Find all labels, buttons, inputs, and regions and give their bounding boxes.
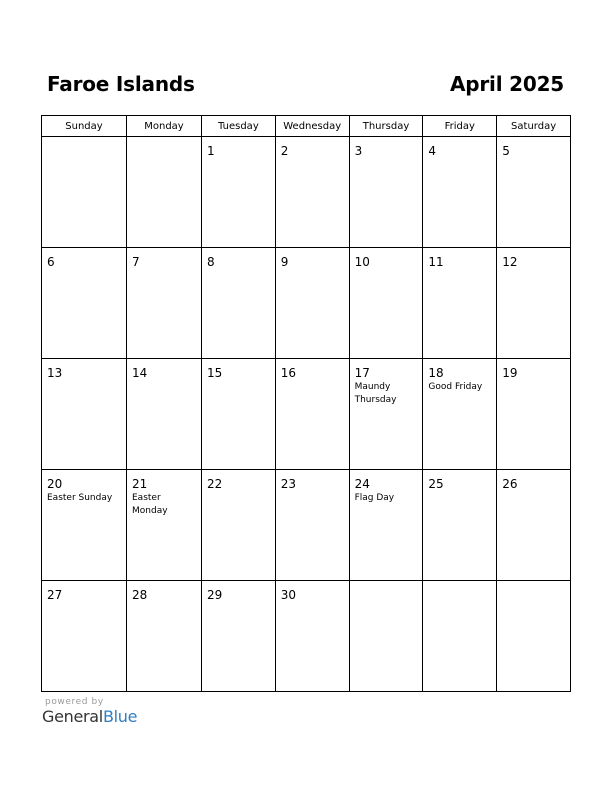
day-number: 9: [280, 255, 289, 269]
day-cell: [202, 137, 276, 248]
day-cell: [349, 470, 423, 581]
day-cell: [423, 137, 497, 248]
day-number: 13: [47, 366, 63, 380]
weekday-thursday: Thursday: [349, 116, 423, 137]
empty-day-cell: [423, 581, 497, 692]
day-number: 27: [47, 588, 63, 602]
day-cell: [202, 470, 276, 581]
day-number: 2: [280, 144, 289, 158]
day-number: 18: [428, 366, 444, 380]
weekday-wednesday: Wednesday: [275, 116, 349, 137]
day-number: 14: [132, 366, 148, 380]
week-row: [42, 359, 571, 470]
day-cell: [42, 359, 127, 470]
day-number: 17: [354, 366, 370, 380]
day-number: 11: [428, 255, 444, 269]
day-number: 29: [207, 588, 223, 602]
day-cell: [423, 359, 497, 470]
footer-branding: [42, 697, 137, 726]
day-cell: [127, 581, 202, 692]
day-cell: [202, 359, 276, 470]
day-number: 26: [502, 477, 518, 491]
day-cell: [42, 470, 127, 581]
day-cell: [127, 248, 202, 359]
day-cell: [349, 359, 423, 470]
day-cell: [349, 248, 423, 359]
day-number: 8: [207, 255, 215, 269]
day-cell: [127, 359, 202, 470]
weekday-monday: Monday: [127, 116, 202, 137]
day-number: 25: [428, 477, 444, 491]
day-cell: [275, 248, 349, 359]
day-number: 15: [207, 366, 223, 380]
holiday-label: Flag Day: [354, 493, 395, 503]
day-number: 1: [207, 144, 215, 158]
day-number: 16: [280, 366, 297, 380]
day-cell: [42, 248, 127, 359]
weekday-saturday: Saturday: [497, 116, 571, 137]
day-number: 22: [207, 477, 223, 491]
day-number: 20: [47, 477, 63, 491]
day-cell: [497, 137, 571, 248]
week-row: [42, 248, 571, 359]
day-cell: [202, 581, 276, 692]
day-number: 24: [354, 477, 370, 491]
day-cell: [497, 359, 571, 470]
month-year-title: April 2025: [450, 72, 564, 96]
day-number: 30: [280, 588, 297, 602]
day-cell: [423, 470, 497, 581]
day-number: 19: [502, 366, 518, 380]
holiday-label: Easter Monday: [132, 493, 168, 516]
powered-by-text: powered by: [45, 697, 104, 707]
day-cell: [42, 581, 127, 692]
empty-day-cell: [349, 581, 423, 692]
day-number: 5: [502, 144, 510, 158]
country-title: Faroe Islands: [47, 72, 195, 96]
day-cell: [497, 470, 571, 581]
generalblue-logo[interactable]: [42, 707, 137, 726]
day-cell: [275, 137, 349, 248]
day-cell: [349, 137, 423, 248]
week-row: [42, 470, 571, 581]
day-number: 6: [47, 255, 55, 269]
day-number: 4: [428, 144, 437, 158]
week-row: [42, 581, 571, 692]
day-number: 3: [354, 144, 363, 158]
holiday-label: Maundy Thursday: [354, 382, 397, 405]
brand-blue: Blue: [102, 707, 138, 726]
day-cell: [275, 581, 349, 692]
day-number: 23: [280, 477, 297, 491]
empty-day-cell: [127, 137, 202, 248]
day-cell: [497, 248, 571, 359]
holiday-label: Good Friday: [428, 382, 483, 392]
day-cell: [202, 248, 276, 359]
holiday-label: Easter Sunday: [47, 493, 113, 503]
empty-day-cell: [42, 137, 127, 248]
day-number: 10: [354, 255, 370, 269]
weekday-friday: Friday: [423, 116, 497, 137]
weekday-tuesday: Tuesday: [202, 116, 276, 137]
weekday-sunday: Sunday: [42, 116, 127, 137]
weekday-header-row: [42, 116, 571, 137]
day-cell: [127, 470, 202, 581]
day-number: 21: [132, 477, 148, 491]
week-row: [42, 137, 571, 248]
day-number: 12: [502, 255, 518, 269]
brand-general: General: [42, 707, 103, 726]
day-cell: [275, 470, 349, 581]
day-cell: [275, 359, 349, 470]
calendar-grid: [41, 115, 571, 692]
day-number: 28: [132, 588, 148, 602]
empty-day-cell: [497, 581, 571, 692]
day-cell: [423, 248, 497, 359]
day-number: 7: [132, 255, 140, 269]
